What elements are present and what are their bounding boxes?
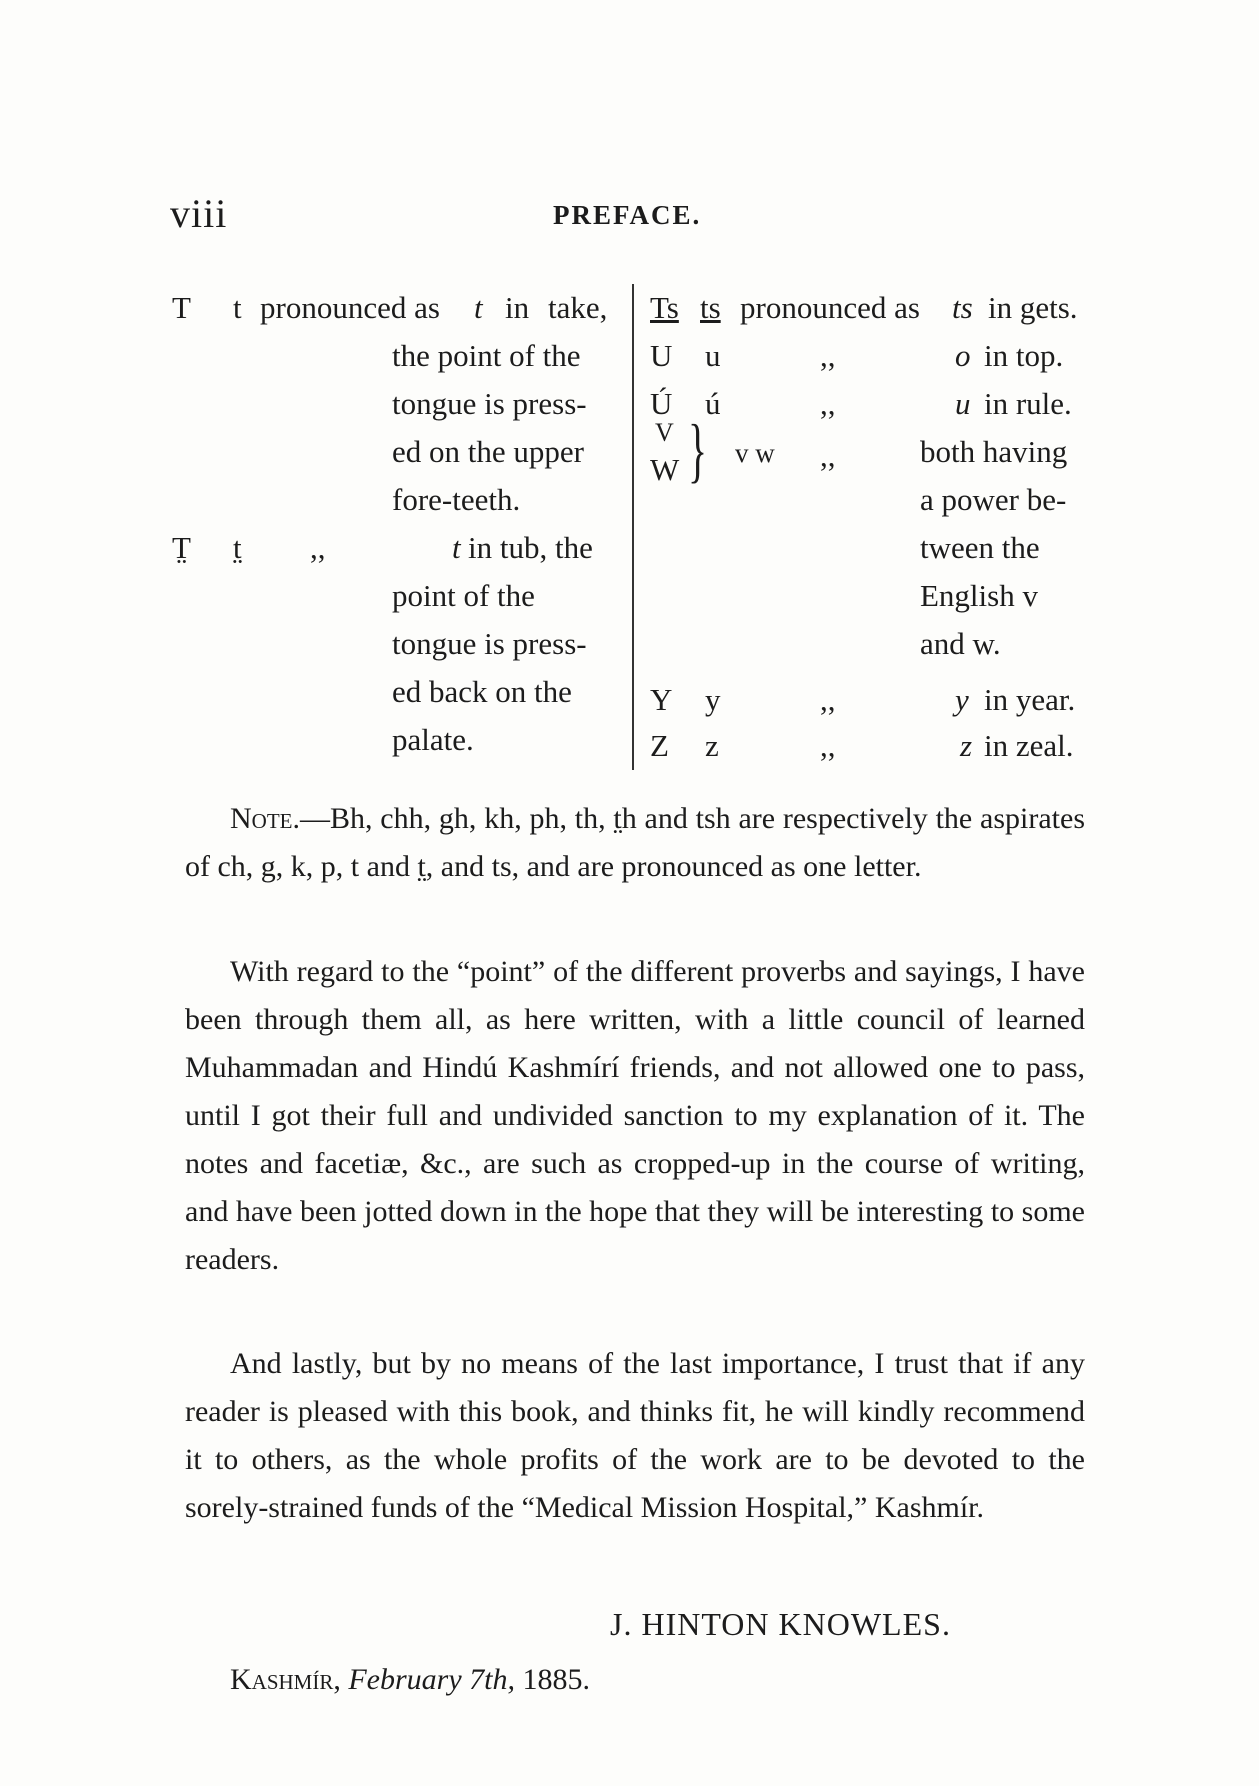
sound-ts: ts: [952, 290, 973, 325]
paragraph-text: With regard to the “point” of the different proverbs and sayings, I have been through them all, as here written, with a little council of learned Muhammadan and Hindú Kashmírí friends, and not allowed one to pass, until I got their full and undivided sanction to my explanation of it. The notes and facetiæ, &c., are such as cropped-up in the course of writing, and have been jotted down in the hope that they will be interesting to some readers.: [185, 955, 1085, 1276]
desc-line: the point of the: [392, 338, 581, 373]
desc-line: tween the: [920, 530, 1040, 565]
letter-u-small: u: [705, 338, 721, 373]
page-number: viii: [170, 191, 228, 236]
sound-t: t: [452, 530, 461, 565]
dateline: [230, 1663, 590, 1697]
pronounced-as-label: pronounced as: [740, 290, 920, 325]
dateline-date: February 7th,: [348, 1663, 515, 1696]
ditto-mark: ,,: [820, 728, 836, 763]
body-paragraph: [185, 1340, 1085, 1532]
desc-line: ed on the upper: [392, 434, 584, 469]
letter-y: Y: [650, 682, 673, 717]
paragraph-text: And lastly, but by no means of the last importance, I trust that if any reader is pleased with this book, and thinks fit, he will kindly recommend it to others, as the whole profits of the work are to be devoted to the sorely-strained funds of the “Medical Mission Hospital,” Kashmír.: [185, 1347, 1085, 1524]
note-paragraph: [185, 795, 1085, 891]
letter-y-small: y: [705, 682, 721, 717]
dateline-year: 1885.: [522, 1663, 590, 1696]
desc-line: a power be-: [920, 482, 1067, 517]
desc-line: tongue is press-: [392, 626, 587, 661]
desc-line: and w.: [920, 626, 1001, 661]
letter-w: W: [650, 452, 680, 487]
brace-glyph: }: [688, 410, 708, 490]
word-year: in year.: [984, 682, 1076, 717]
letter-t-dot-small: t̤: [233, 530, 242, 565]
ditto-mark: ,,: [310, 530, 326, 565]
ditto-mark: ,,: [820, 386, 836, 421]
desc-line: ed back on the: [392, 674, 572, 709]
letter-t-small: t: [233, 290, 242, 325]
desc-line: both having: [920, 434, 1068, 469]
letter-ts-small: ts: [700, 290, 721, 325]
page-title: PREFACE.: [553, 200, 702, 230]
body-paragraph: [185, 948, 1085, 1284]
dateline-place: Kashmír,: [230, 1663, 341, 1696]
word-take: take,: [548, 290, 608, 325]
letters-vw-small: v w: [735, 438, 775, 468]
ditto-mark: ,,: [820, 438, 836, 473]
ditto-mark: ,,: [820, 338, 836, 373]
word-in: in: [505, 290, 530, 325]
letter-v: V: [655, 418, 674, 447]
word-zeal: in zeal.: [984, 728, 1074, 763]
letter-t-dot: T̤: [172, 530, 191, 565]
signature: J. HINTON KNOWLES.: [610, 1606, 951, 1642]
letter-z: Z: [650, 728, 669, 763]
sound-t: t: [474, 290, 483, 325]
letter-t: T: [172, 290, 191, 325]
sound-u: u: [955, 386, 971, 421]
note-label: Note.: [230, 802, 300, 835]
desc-line: English v: [920, 578, 1038, 613]
word-top: in top.: [984, 338, 1064, 373]
ditto-mark: ,,: [820, 682, 836, 717]
word-rule: in rule.: [984, 386, 1072, 421]
sound-z: z: [960, 728, 973, 763]
note-text: —Bh, chh, gh, kh, ph, th, t̤h and tsh are respectively the aspirates of ch, g, k, p, t and t̤, and ts, and are pronounced as one letter.: [185, 802, 1085, 883]
letter-ts: Ts: [650, 290, 679, 325]
desc-line: fore-teeth.: [392, 482, 521, 517]
letter-z-small: z: [705, 728, 719, 763]
desc-line: tongue is press-: [392, 386, 587, 421]
letter-u-acute: Ú: [650, 386, 673, 421]
desc-line: palate.: [392, 722, 474, 757]
letter-u: U: [650, 338, 673, 373]
sound-y: y: [955, 682, 969, 717]
letter-u-acute-small: ú: [705, 386, 721, 421]
desc-line: point of the: [392, 578, 535, 613]
sound-o: o: [955, 338, 971, 373]
word-gets: in gets.: [988, 290, 1078, 325]
column-divider: [632, 284, 634, 770]
pronounced-as-label: pronounced as: [260, 290, 440, 325]
word-tub: in tub, the: [468, 530, 593, 565]
